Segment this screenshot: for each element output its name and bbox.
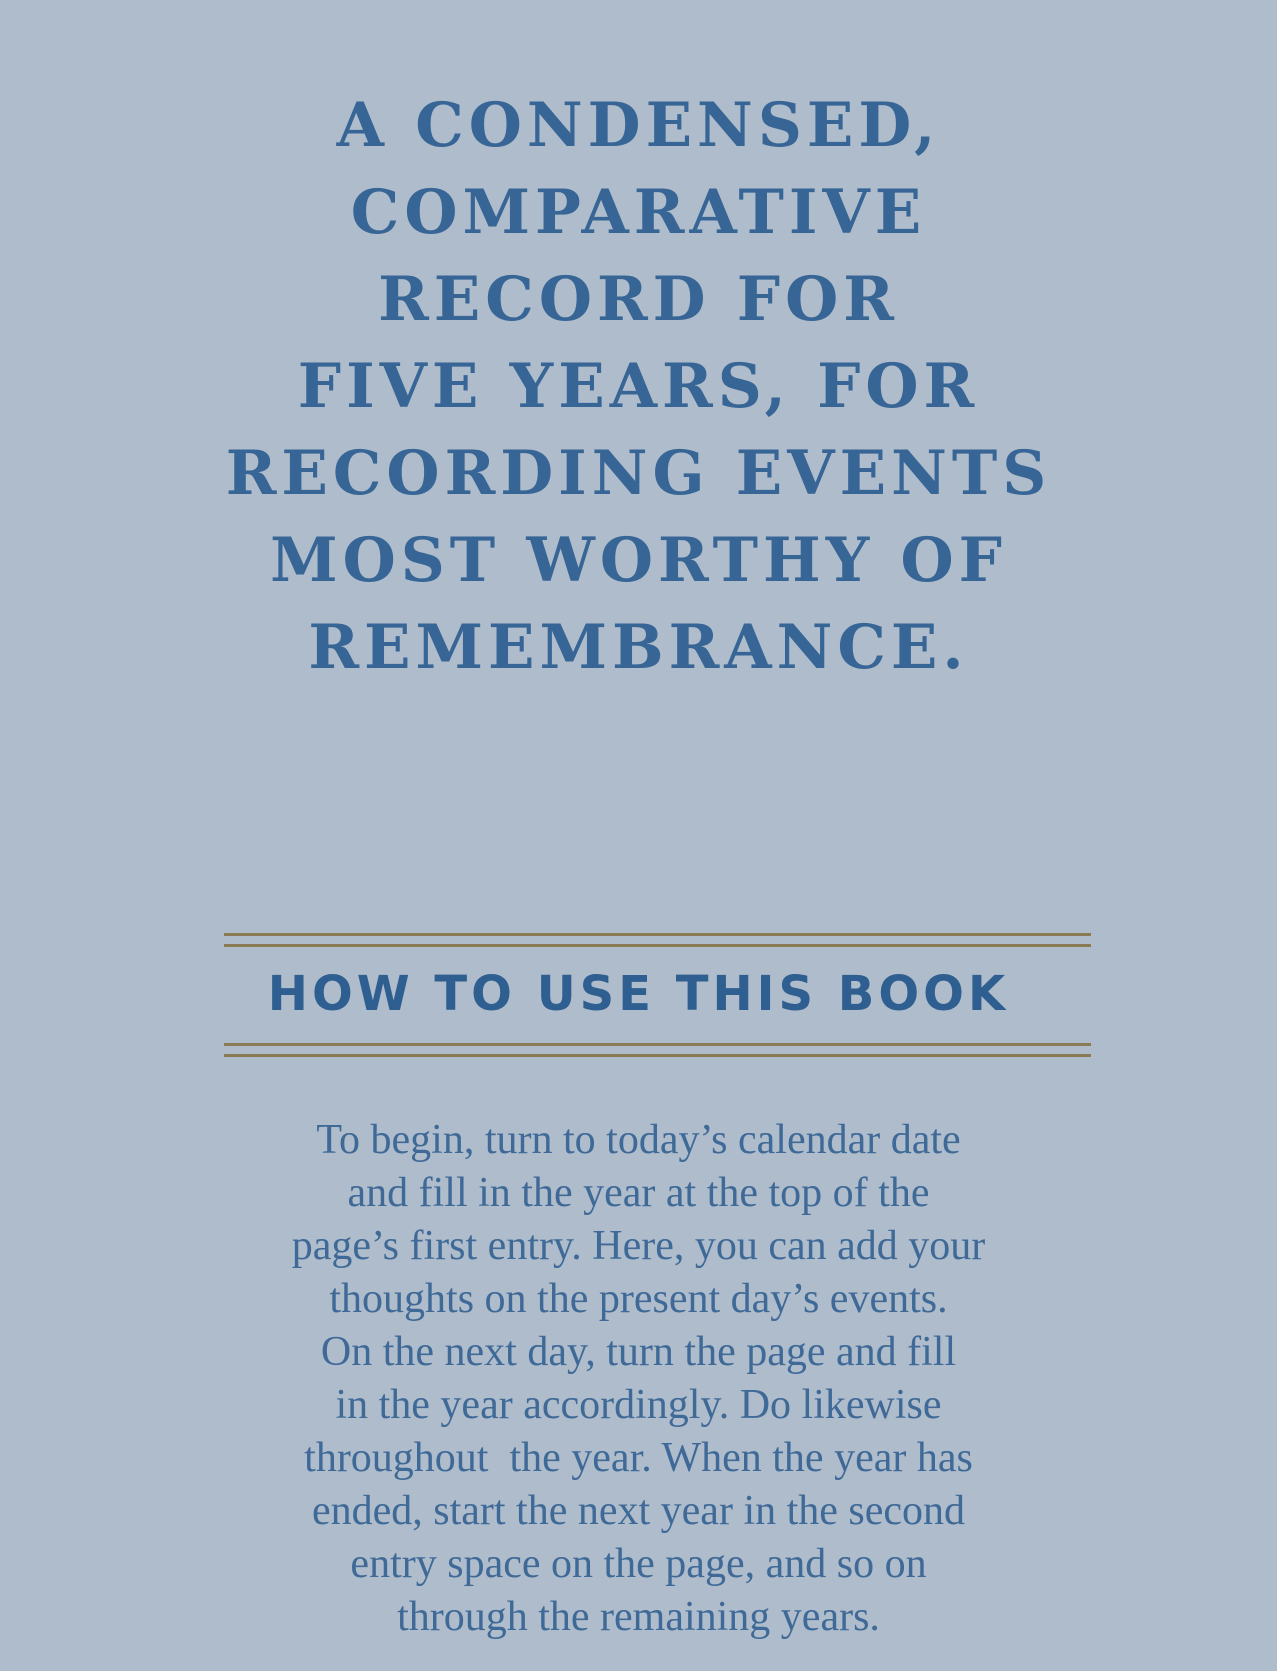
rule-line	[224, 944, 1091, 947]
instructions-line: On the next day, turn the page and fill	[320, 1329, 957, 1375]
instructions-line: page’s first entry. Here, you can add your	[291, 1223, 986, 1269]
instructions-line: through the remaining years.	[397, 1594, 880, 1640]
instructions-line: To begin, turn to today’s calendar date	[316, 1117, 961, 1163]
instructions-line: thoughts on the present day’s events.	[329, 1276, 948, 1322]
section-heading: HOW TO USE THIS BOOK	[267, 966, 1010, 1022]
title-line: COMPARATIVE	[350, 177, 927, 248]
book-title	[0, 82, 1277, 691]
instructions-line: in the year accordingly. Do likewise	[335, 1382, 942, 1428]
title-line: RECORD FOR	[378, 264, 899, 335]
title-line: RECORDING EVENTS	[225, 438, 1052, 509]
instructions-line: throughout the year. When the year has	[304, 1435, 973, 1481]
instructions-paragraph	[0, 1114, 1277, 1644]
rule-line	[224, 1043, 1091, 1046]
rule-line	[224, 933, 1091, 936]
title-line: MOST WORTHY OF	[270, 525, 1007, 596]
instructions-line: entry space on the page, and so on	[350, 1541, 927, 1587]
title-line: REMEMBRANCE.	[308, 612, 969, 683]
rule-line	[224, 1054, 1091, 1057]
bottom-double-rule	[224, 1043, 1091, 1059]
title-line: A CONDENSED,	[336, 90, 941, 161]
top-double-rule	[224, 933, 1091, 949]
instructions-line: ended, start the next year in the second	[311, 1488, 966, 1534]
title-line: FIVE YEARS, FOR	[297, 351, 980, 422]
instructions-line: and fill in the year at the top of the	[347, 1170, 930, 1216]
